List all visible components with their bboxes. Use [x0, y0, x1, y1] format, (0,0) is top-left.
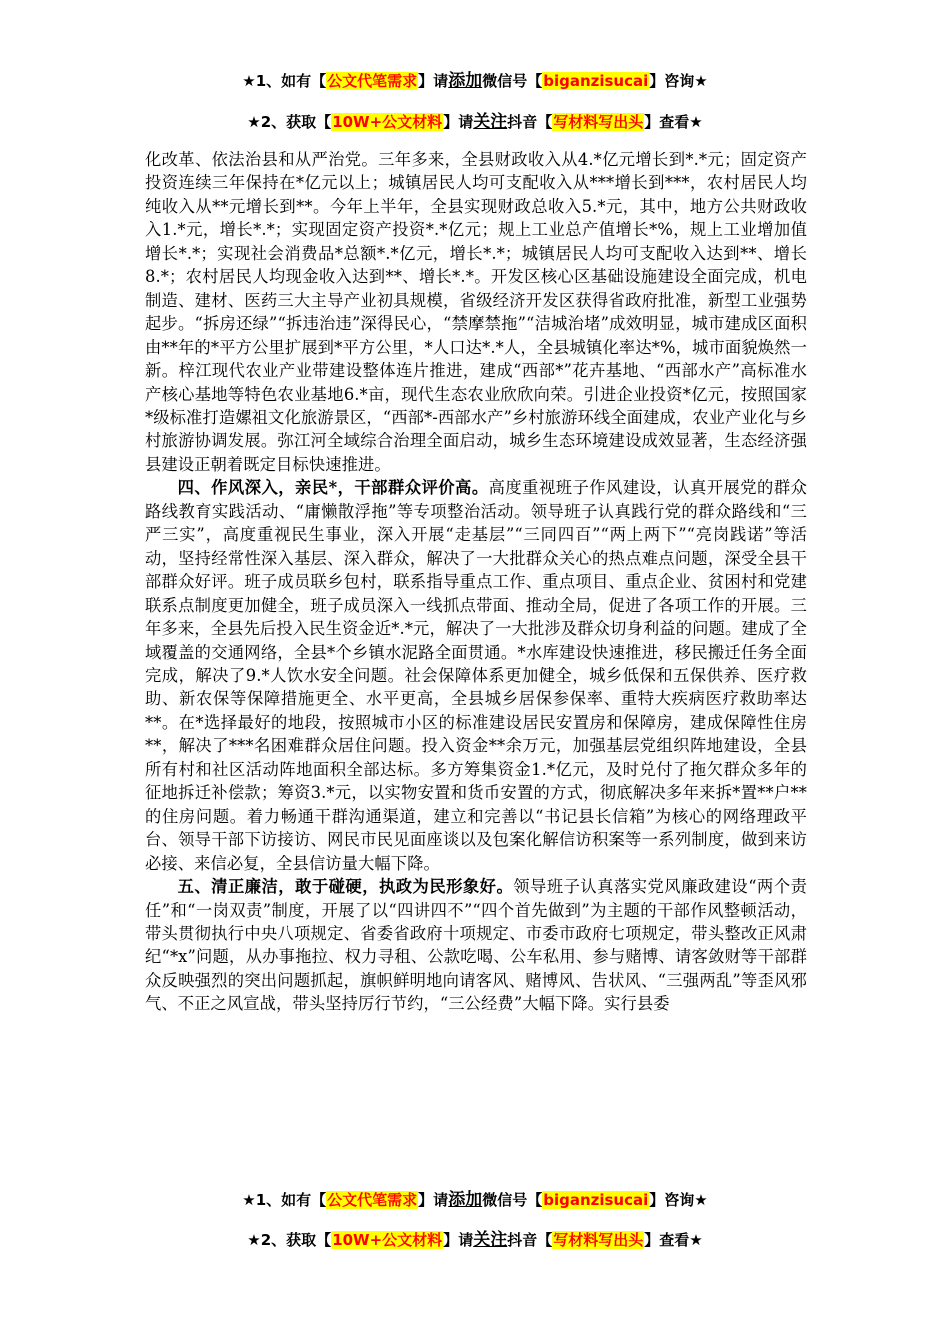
- paragraph-3: [145, 875, 807, 1016]
- section-5-heading: 五、清正廉洁，敢于碰硬，执政为民形象好。: [177, 877, 514, 897]
- paragraph-1-text: 化改革、依法治县和从严治党。三年多来，全县财政收入从4.*亿元增长到*.*元；固定资产投资连续三年保持在*亿元以上；城镇居民人均可支配收入从***增长到***，农村居民人均纯收入从**元增长到**。今年上半年，全县实现财政总收入5.*元，其中，地方公共财政收入1.*元，增长*.*；实现固定资产投资*.*亿元；规上工业总产值增长*%，规上工业增加值增长*.*；实现社会消费品*总额*.*亿元，增长*.*；城镇居民人均可支配收入达到**、增长8.*；农村居民人均现金收入达到**、增长*.*。开发区核心区基础设施建设全面完成，机电制造、建材、医药三大主导产业初具规模，省级经济开发区获得省政府批准，新型工业强势起步。“拆房还绿”“拆违治违”深得民心，“禁摩禁拖”“洁城治堵”成效明显，城市建成区面积由**年的*平方公里扩展到*平方公里，*人口达*.*人，全县城镇化率达*%，城市面貌焕然一新。梓江现代农业产业带建设整体连片推进，建成“西部*”花卉基地、“西部水产”高标准水产核心基地等特色农业基地6.*亩，现代生态农业欣欣向荣。引进企业投资*亿元，按照国家*级标准打造嫘祖文化旅游景区，“西部*-西部水产”乡村旅游环线全面建成，农业产业化与乡村旅游协调发展。弥江河全域综合治理全面启动，城乡生态环境建设成效显著，生态经济强县建设正朝着既定目标快速推进。: [145, 150, 807, 474]
- banner-2-highlight-2: 写材料写出头: [553, 113, 644, 131]
- banner-4-mid-2: 抖音【: [507, 1231, 553, 1249]
- banner-1-mid-2: 微信号【: [482, 72, 543, 90]
- banner-3-mid-1: 】请: [418, 1191, 449, 1209]
- banner-4-highlight-2: 写材料写出头: [553, 1231, 644, 1249]
- banner-2-prefix: ★2、获取【: [247, 113, 332, 131]
- banner-1-highlight-2: biganzisucai: [543, 72, 649, 90]
- banner-3-highlight-2: biganzisucai: [543, 1191, 649, 1209]
- paragraph-1: [145, 148, 807, 476]
- banner-4-suffix: 】查看★: [644, 1231, 703, 1249]
- banner-1-prefix: ★1、如有【: [242, 72, 327, 90]
- promo-banner-2: [0, 111, 950, 133]
- banner-1-highlight-1: 公文代笔需求: [327, 72, 418, 90]
- banner-4-emphasis: 关注: [473, 1230, 508, 1250]
- banner-1-emphasis: 添加: [448, 71, 483, 91]
- paragraph-3-text: 领导班子认真落实党风廉政建设“两个责任”和“一岗双责”制度，开展了以“四讲四不”“四个首先做到”为主题的干部作风整顿活动，带头贯彻执行中央八项规定、省委省政府十项规定、市委市政府七项规定，带头整改正风肃纪“*x”问题，从办事拖拉、权力寻租、公款吃喝、公车私用、参与赌博、请客敛财等干部群众反映强烈的突出问题抓起，旗帜鲜明地向请客风、赌博风、告状风、“三强两乱”等歪风邪气、不正之风宣战，带头坚持厉行节约，“三公经费”大幅下降。实行县委: [145, 877, 807, 1014]
- banner-3-highlight-1: 公文代笔需求: [327, 1191, 418, 1209]
- banner-4-prefix: ★2、获取【: [247, 1231, 332, 1249]
- banner-2-mid-1: 】请: [443, 113, 474, 131]
- promo-banner-3: [0, 1189, 950, 1211]
- banner-2-highlight-1: 10W+公文材料: [332, 113, 443, 131]
- section-4-heading: 四、作风深入，亲民*，干部群众评价高。: [177, 478, 489, 498]
- banner-1-mid-1: 】请: [418, 72, 449, 90]
- banner-1-suffix: 】咨询★: [649, 72, 708, 90]
- paragraph-2-text: 高度重视班子作风建设，认真开展党的群众路线教育实践活动、“庸懒散浮拖”等专项整治活动。领导班子认真践行党的群众路线和“三严三实”，高度重视民生事业，深入开展“走基层”“三同四百”“两上两下”“亮岗践诺”等活动，坚持经常性深入基层、深入群众，解决了一大批群众关心的热点难点问题，深受全县干部群众好评。班子成员联乡包村，联系指导重点工作、重点项目、重点企业、贫困村和党建联系点制度更加健全，班子成员深入一线抓点带面、推动全局，促进了各项工作的开展。三年多来，全县先后投入民生资金近*.*元，解决了一大批涉及群众切身利益的问题。建成了全域覆盖的交通网络，全县*个乡镇水泥路全面贯通。*水库建设快速推进，移民搬迁任务全面完成，解决了9.*人饮水安全问题。社会保障体系更加健全，城乡低保和五保供养、医疗救助、新农保等保障措施更全、水平更高，全县城乡居保参保率、重特大疾病医疗救助率达**。在*选择最好的地段，按照城市小区的标准建设居民安置房和保障房，建成保障性住房**，解决了***名困难群众居住问题。投入资金**余万元，加强基层党组织阵地建设，全县所有村和社区活动阵地面积全部达标。多方筹集资金1.*亿元，及时兑付了拖欠群众多年的征地拆迁补偿款；筹资3.*元，以实物安置和货币安置的方式，彻底解决多年来拆*置**户**的住房问题。着力畅通干群沟通渠道，建立和完善以“书记县长信箱”为核心的网络理政平台、领导干部下访接访、网民市民见面座谈以及包案化解信访积案等一系列制度，做到来访必接、来信必复，全县信访量大幅下降。: [145, 478, 807, 873]
- banner-3-suffix: 】咨询★: [649, 1191, 708, 1209]
- banner-3-prefix: ★1、如有【: [242, 1191, 327, 1209]
- banner-2-suffix: 】查看★: [644, 113, 703, 131]
- banner-4-mid-1: 】请: [443, 1231, 474, 1249]
- banner-3-emphasis: 添加: [448, 1190, 483, 1210]
- banner-4-highlight-1: 10W+公文材料: [332, 1231, 443, 1249]
- promo-banner-1: [0, 70, 950, 92]
- banner-3-mid-2: 微信号【: [482, 1191, 543, 1209]
- banner-2-emphasis: 关注: [473, 112, 508, 132]
- banner-2-mid-2: 抖音【: [507, 113, 553, 131]
- document-body: [145, 148, 807, 1016]
- promo-banner-4: [0, 1229, 950, 1251]
- paragraph-2: [145, 476, 807, 875]
